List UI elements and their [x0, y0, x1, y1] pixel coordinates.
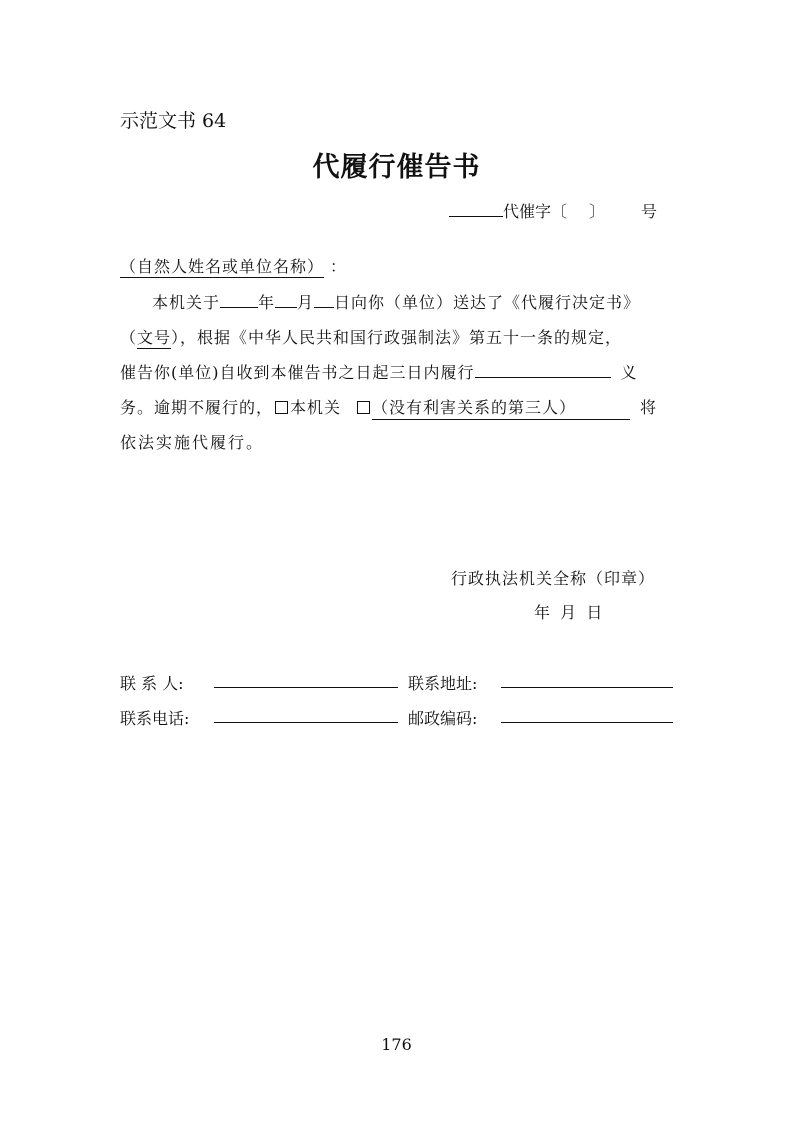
month-label: 月 [297, 293, 315, 312]
contact-phone-field[interactable] [214, 706, 398, 727]
body-line-5: 依法实施代履行。 [120, 433, 265, 452]
document-label: 示范文书 64 [120, 110, 227, 132]
contact-person-field[interactable] [214, 671, 398, 692]
doc-number-blank [449, 202, 503, 217]
body-line-2 [120, 325, 622, 348]
body-line-4-end: 将 [640, 398, 658, 417]
checkbox-agency[interactable] [275, 401, 288, 414]
body-line-4-lead: 务。逾期不履行的， [120, 398, 274, 417]
postcode-label: 邮政编码: [408, 709, 478, 728]
body-line-3 [120, 360, 638, 383]
doc-number-suffix: 号 [641, 202, 658, 221]
body-line-1-rest: 日向你（单位）送达了《代履行决定书》 [334, 293, 641, 312]
body-line-3-end: 义 [620, 363, 638, 382]
body-line-1-lead: 本机关于 [152, 293, 221, 312]
document-number-ref: 文号 [137, 328, 172, 347]
body-line-2-rest: ），根据《中华人民共和国行政强制法》第五十一条的规定， [171, 328, 623, 347]
obligation-blank [475, 363, 611, 378]
addressee-name: （自然人姓名或单位名称） [120, 257, 325, 276]
paren-open: （ [120, 328, 138, 347]
contact-address-field[interactable] [501, 671, 673, 692]
year-label: 年 [258, 293, 276, 312]
contact-person-row [120, 671, 184, 694]
option-agency: 本机关 [290, 398, 342, 417]
page-number: 176 [381, 1035, 412, 1054]
option-third-party [372, 395, 630, 420]
contact-phone-label: 联系电话: [120, 709, 190, 728]
body-line-1 [152, 290, 640, 313]
issuing-agency: 行政执法机关全称（印章） [451, 569, 656, 588]
addressee-colon: ： [330, 257, 347, 276]
doc-number-close: 〕 [589, 202, 606, 221]
doc-number-mid: 代催字〔 [503, 202, 568, 221]
day-blank [314, 293, 334, 308]
signature-date: 年 月 日 [534, 603, 603, 622]
checkbox-third-party[interactable] [357, 401, 370, 414]
year-blank [220, 293, 258, 308]
month-blank [275, 293, 297, 308]
body-line-3-lead: 催告你(单位)自收到本催告书之日起三日内履行 [120, 363, 475, 382]
contact-person-label: 联 系 人: [120, 674, 184, 693]
addressee [120, 254, 346, 277]
page-title: 代履行催告书 [312, 152, 481, 183]
contact-address-label: 联系地址: [408, 674, 478, 693]
doc-number [449, 199, 657, 222]
postcode-field[interactable] [501, 706, 673, 727]
body-line-4 [120, 395, 657, 420]
option-third-party-text: （没有利害关系的第三人） [372, 398, 577, 417]
